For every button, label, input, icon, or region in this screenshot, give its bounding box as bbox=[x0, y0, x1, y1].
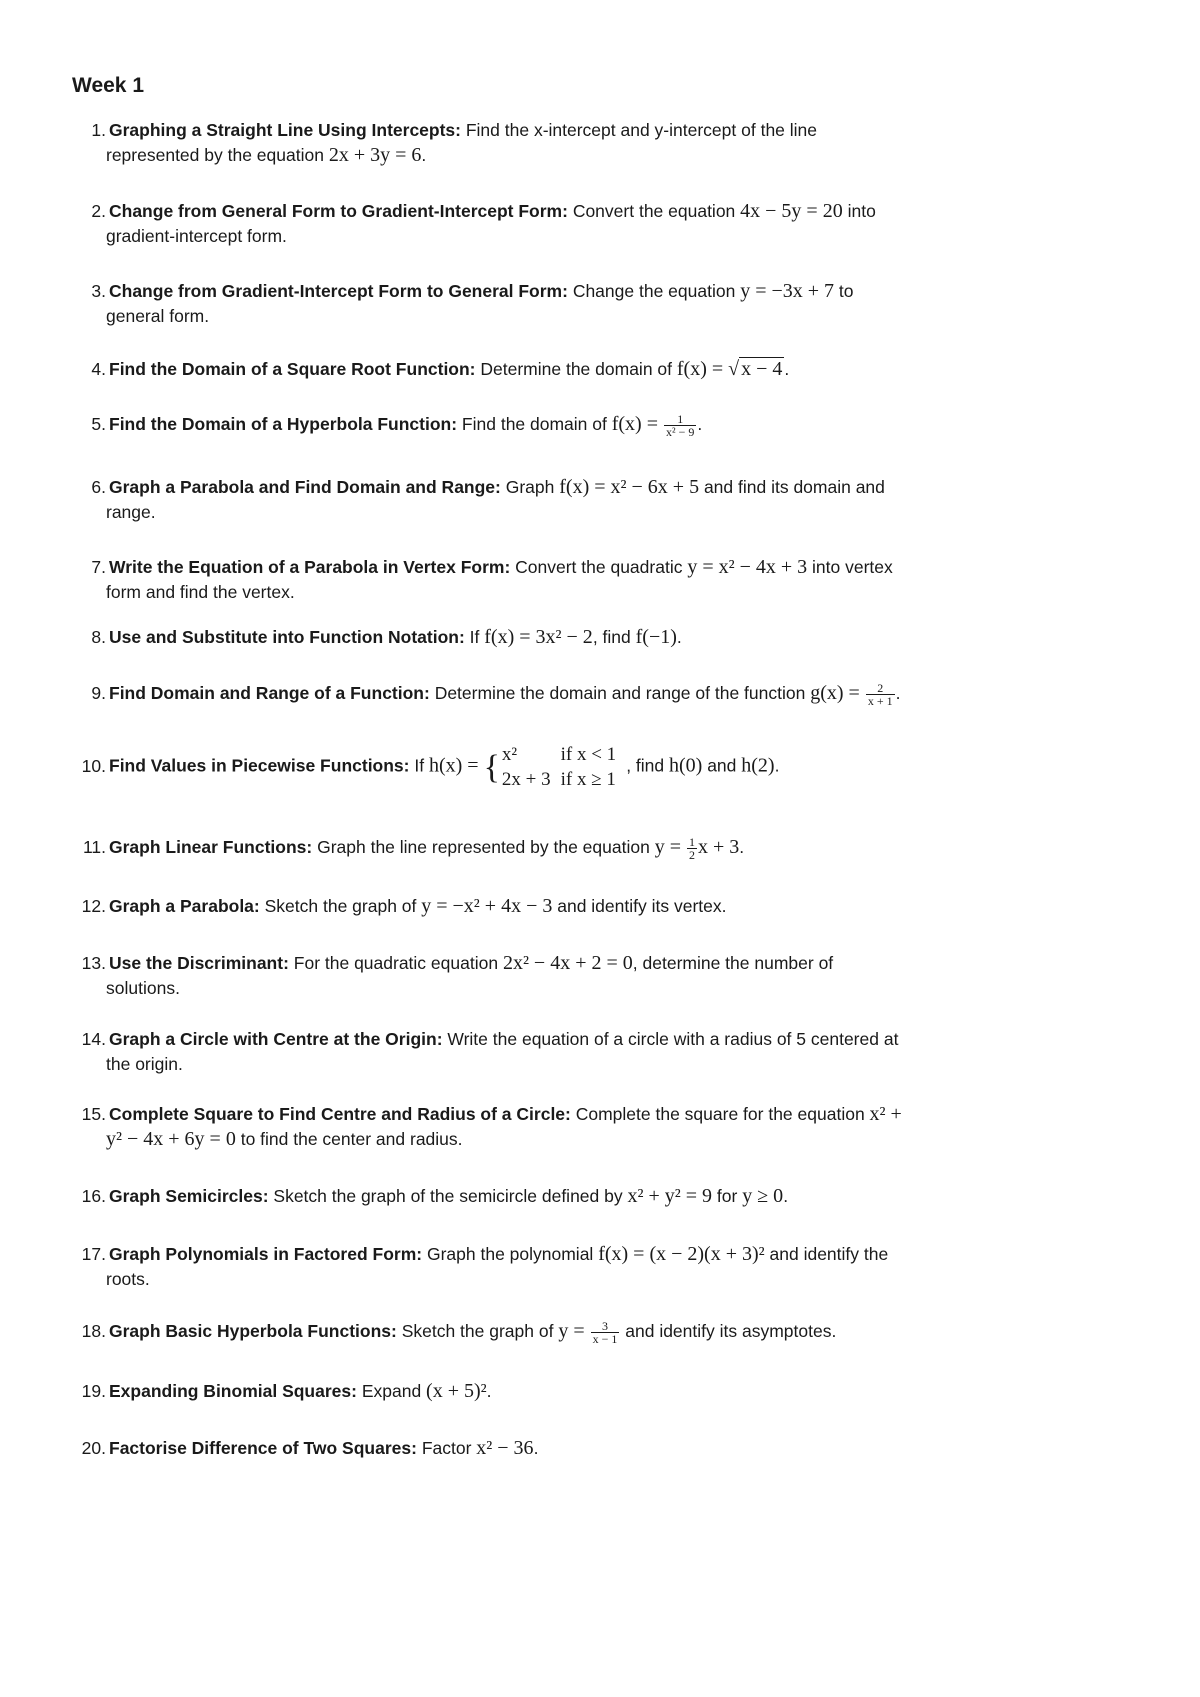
case-condition: if x < 1 bbox=[560, 744, 617, 765]
equation: (x + 5)² bbox=[426, 1380, 487, 1402]
question-number: 10. bbox=[81, 755, 106, 776]
question-text: Determine the domain of bbox=[475, 359, 677, 379]
question-number: 15. bbox=[81, 1104, 106, 1124]
equation: y = −x² + 4x − 3 bbox=[421, 895, 553, 917]
question-text: . bbox=[486, 1381, 492, 1401]
question-text: If bbox=[409, 755, 429, 776]
equation: y = −3x + 7 bbox=[740, 280, 835, 302]
fraction-numerator: 1 bbox=[688, 834, 695, 849]
question-text: into bbox=[842, 201, 876, 221]
piecewise-case-row bbox=[502, 767, 626, 792]
fraction-denominator: x + 1 bbox=[867, 693, 893, 708]
question-label: Expanding Binomial Squares: bbox=[109, 1381, 357, 1401]
question-label: Use and Substitute into Function Notation: bbox=[109, 627, 465, 647]
question-number: 2. bbox=[91, 201, 106, 221]
question-text: to bbox=[834, 281, 854, 301]
equation: f(x) = (x − 2)(x + 3)² bbox=[598, 1243, 765, 1265]
question-label: Graph Semicircles: bbox=[109, 1186, 269, 1206]
question-text: . bbox=[895, 683, 901, 703]
fraction-numerator: 3 bbox=[591, 1320, 620, 1333]
equation: h(0) bbox=[669, 754, 703, 777]
question-11 bbox=[78, 835, 938, 861]
question-number: 6. bbox=[91, 477, 106, 497]
question-3 bbox=[78, 279, 938, 329]
equation: x² − 36 bbox=[476, 1437, 534, 1459]
equation: x² + bbox=[869, 1103, 902, 1125]
question-label: Find Domain and Range of a Function: bbox=[109, 683, 430, 703]
question-text: solutions. bbox=[106, 978, 180, 998]
question-number: 5. bbox=[91, 414, 106, 434]
equation: y = bbox=[654, 836, 686, 858]
question-label: Graph a Circle with Centre at the Origin: bbox=[109, 1029, 443, 1049]
square-root: √ x − 4 bbox=[728, 358, 783, 380]
question-2 bbox=[78, 199, 938, 249]
question-14 bbox=[78, 1027, 938, 1077]
question-text: , find bbox=[626, 755, 669, 776]
question-number: 9. bbox=[91, 683, 106, 703]
equation: 2x + 3y = 6 bbox=[328, 144, 422, 166]
question-text: range. bbox=[106, 502, 156, 522]
equation: y = bbox=[558, 1320, 590, 1342]
fraction-numerator: 2 bbox=[866, 682, 895, 695]
question-text: represented by the equation bbox=[106, 145, 329, 165]
equation: y = x² − 4x + 3 bbox=[687, 556, 808, 578]
question-20 bbox=[78, 1436, 938, 1461]
question-text: Write the equation of a circle with a radius of 5 centered at bbox=[442, 1029, 899, 1049]
question-text: . bbox=[697, 414, 703, 434]
question-text: gradient-intercept form. bbox=[106, 226, 287, 246]
equation: y ≥ 0 bbox=[742, 1185, 784, 1207]
question-10 bbox=[78, 742, 938, 792]
fraction bbox=[866, 682, 895, 707]
question-text: Sketch the graph of bbox=[396, 1321, 559, 1341]
question-text: Change the equation bbox=[567, 281, 741, 301]
equation: 4x − 5y = 20 bbox=[740, 200, 843, 222]
question-8 bbox=[78, 625, 938, 650]
case-expression: x² bbox=[501, 744, 518, 765]
question-text: form and find the vertex. bbox=[106, 582, 295, 602]
question-label: Graph a Parabola and Find Domain and Range: bbox=[109, 477, 501, 497]
question-number: 14. bbox=[81, 1029, 106, 1049]
question-label: Write the Equation of a Parabola in Vertex Form: bbox=[109, 557, 511, 577]
question-text: and bbox=[702, 755, 742, 776]
question-number: 11. bbox=[82, 837, 106, 857]
question-text: Determine the domain and range of the function bbox=[429, 683, 811, 703]
equation: f(x) = bbox=[676, 358, 729, 380]
fraction bbox=[591, 1320, 620, 1345]
question-text: and identify its vertex. bbox=[552, 896, 727, 916]
equation: x² + y² = 9 bbox=[627, 1185, 713, 1207]
question-label: Use the Discriminant: bbox=[109, 953, 289, 973]
equation: f(x) = 3x² − 2 bbox=[484, 626, 593, 648]
question-text: into vertex bbox=[807, 557, 893, 577]
question-number: 12. bbox=[81, 896, 106, 916]
question-number: 7. bbox=[91, 557, 106, 577]
question-text: Graph the polynomial bbox=[422, 1244, 599, 1264]
question-label: Factorise Difference of Two Squares: bbox=[109, 1438, 417, 1458]
question-6 bbox=[78, 475, 938, 525]
question-text: Graph bbox=[500, 477, 560, 497]
question-1 bbox=[78, 118, 938, 168]
question-text: , find bbox=[592, 627, 636, 647]
question-text: . bbox=[533, 1438, 539, 1458]
question-17 bbox=[78, 1242, 938, 1292]
case-expression: 2x + 3 bbox=[501, 769, 551, 790]
question-text: Find the x-intercept and y-intercept of the line bbox=[460, 120, 818, 140]
question-number: 13. bbox=[81, 953, 106, 973]
piecewise-definition bbox=[484, 742, 627, 792]
question-text: . bbox=[739, 837, 745, 857]
question-text: and find its domain and bbox=[699, 477, 885, 497]
piecewise-case-row bbox=[502, 742, 626, 767]
question-text: Find the domain of bbox=[457, 414, 612, 434]
question-text: . bbox=[421, 145, 427, 165]
question-text: Complete the square for the equation bbox=[570, 1104, 870, 1124]
question-text: Expand bbox=[356, 1381, 427, 1401]
question-13 bbox=[78, 951, 938, 1001]
question-4 bbox=[78, 357, 938, 382]
case-condition: if x ≥ 1 bbox=[560, 769, 616, 790]
question-label: Graphing a Straight Line Using Intercepts: bbox=[109, 120, 461, 140]
equation: x + 3 bbox=[697, 836, 740, 858]
question-18 bbox=[78, 1319, 938, 1345]
question-text: the origin. bbox=[106, 1054, 183, 1074]
question-number: 3. bbox=[91, 281, 106, 301]
equation: 2x² − 4x + 2 = 0 bbox=[502, 952, 633, 974]
fraction-denominator: x² − 9 bbox=[666, 424, 695, 439]
question-label: Graph Linear Functions: bbox=[109, 837, 313, 857]
question-number: 16. bbox=[81, 1186, 106, 1206]
fraction-numerator: 1 bbox=[664, 413, 696, 426]
question-text: Factor bbox=[416, 1438, 477, 1458]
question-15 bbox=[78, 1102, 938, 1152]
radicand: x − 4 bbox=[741, 358, 783, 380]
brace-icon: { bbox=[483, 748, 500, 786]
question-label: Find the Domain of a Hyperbola Function: bbox=[109, 414, 458, 434]
equation: f(x) = x² − 6x + 5 bbox=[559, 476, 700, 498]
question-number: 8. bbox=[91, 627, 106, 647]
equation: g(x) = bbox=[810, 682, 865, 704]
question-number: 4. bbox=[91, 359, 106, 379]
question-text: to find the center and radius. bbox=[235, 1129, 463, 1149]
question-label: Change from Gradient-Intercept Form to General Form: bbox=[109, 281, 568, 301]
question-label: Complete Square to Find Centre and Radius of a Circle: bbox=[109, 1104, 571, 1124]
equation: f(x) = bbox=[611, 413, 663, 435]
question-text: For the quadratic equation bbox=[288, 953, 503, 973]
equation: y² − 4x + 6y = 0 bbox=[106, 1128, 236, 1150]
question-9 bbox=[78, 681, 938, 707]
fraction bbox=[664, 413, 696, 438]
question-text: Convert the equation bbox=[567, 201, 741, 221]
question-number: 18. bbox=[81, 1321, 106, 1341]
piecewise-cases bbox=[502, 742, 626, 792]
question-number: 20. bbox=[81, 1438, 106, 1458]
question-16 bbox=[78, 1184, 938, 1209]
fraction-denominator: x − 1 bbox=[592, 1331, 618, 1346]
question-number: 17. bbox=[81, 1244, 106, 1264]
question-label: Find Values in Piecewise Functions: bbox=[109, 755, 410, 776]
equation: f(−1) bbox=[635, 626, 677, 648]
question-text: . bbox=[783, 1186, 789, 1206]
question-text: for bbox=[712, 1186, 743, 1206]
question-text: general form. bbox=[106, 306, 210, 326]
fraction bbox=[687, 836, 697, 861]
question-label: Graph Basic Hyperbola Functions: bbox=[109, 1321, 397, 1341]
question-5 bbox=[78, 412, 938, 438]
question-text: If bbox=[464, 627, 485, 647]
question-label: Find the Domain of a Square Root Function: bbox=[109, 359, 476, 379]
question-12 bbox=[78, 894, 938, 919]
question-label: Graph Polynomials in Factored Form: bbox=[109, 1244, 423, 1264]
question-number: 1. bbox=[91, 120, 106, 140]
question-text: Sketch the graph of the semicircle defined by bbox=[268, 1186, 628, 1206]
question-text: and identify its asymptotes. bbox=[620, 1321, 837, 1341]
question-text: and identify the bbox=[764, 1244, 889, 1264]
question-number: 19. bbox=[81, 1381, 106, 1401]
question-label: Graph a Parabola: bbox=[109, 896, 260, 916]
question-7 bbox=[78, 555, 938, 605]
question-text: , determine the number of bbox=[632, 953, 834, 973]
question-text: Graph the line represented by the equation bbox=[312, 837, 655, 857]
fraction-denominator: 2 bbox=[688, 847, 695, 862]
equation: h(2) bbox=[741, 754, 775, 777]
page-title: Week 1 bbox=[72, 74, 144, 97]
question-text: . bbox=[774, 755, 780, 776]
question-text: Convert the quadratic bbox=[510, 557, 688, 577]
question-text: Sketch the graph of bbox=[259, 896, 422, 916]
question-text: roots. bbox=[106, 1269, 150, 1289]
question-label: Change from General Form to Gradient-Intercept Form: bbox=[109, 201, 568, 221]
equation: h(x) = bbox=[428, 754, 484, 777]
question-text: . bbox=[676, 627, 682, 647]
question-19 bbox=[78, 1379, 938, 1404]
question-text: . bbox=[784, 359, 790, 379]
